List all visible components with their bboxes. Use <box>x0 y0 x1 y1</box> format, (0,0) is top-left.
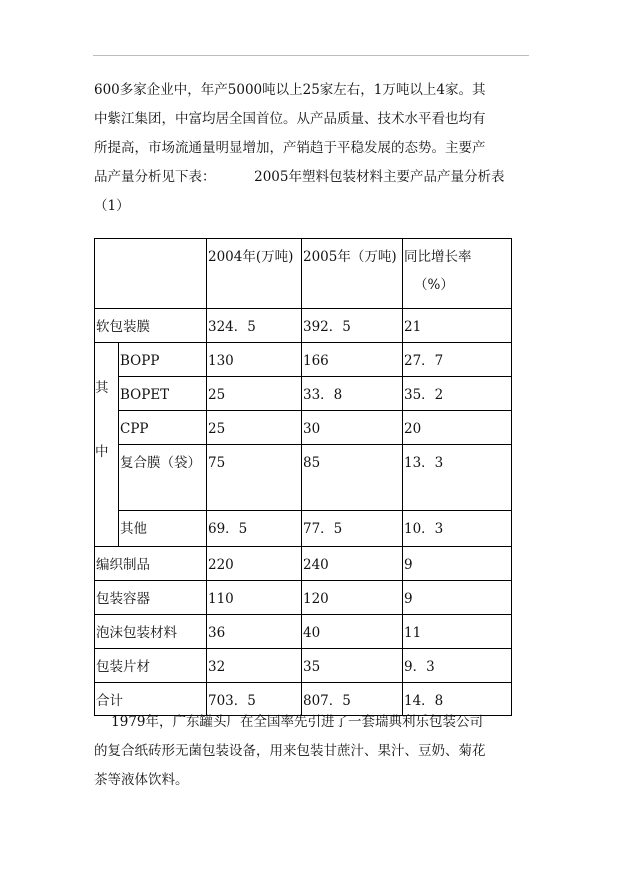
header-growth <box>403 239 512 309</box>
table-row <box>95 547 512 581</box>
header-growth-line2: （%） <box>414 277 454 293</box>
table-row <box>95 309 512 343</box>
row-2004: 324．5 <box>207 309 302 343</box>
row-growth: 20 <box>403 411 512 445</box>
row-name: 软包装膜 <box>95 309 207 343</box>
row-name: 复合膜（袋） <box>119 445 207 511</box>
row-2005: 120 <box>302 581 403 615</box>
row-2005: 85 <box>302 445 403 511</box>
row-growth: 10．3 <box>403 511 512 547</box>
row-2005: 35 <box>302 649 403 683</box>
row-name: BOPET <box>119 377 207 411</box>
row-name: CPP <box>119 411 207 445</box>
header-2005: 2005年（万吨) <box>302 239 403 309</box>
table-row <box>95 343 512 377</box>
header-blank-cell <box>95 239 207 309</box>
row-2004: 69．5 <box>207 511 302 547</box>
row-name: 编织制品 <box>95 547 207 581</box>
row-growth: 11 <box>403 615 512 649</box>
header-2004: 2004年(万吨) <box>207 239 302 309</box>
row-2005: 807．5 <box>302 683 403 716</box>
header-growth-line1: 同比增长率 <box>404 249 472 265</box>
table-header-row <box>95 239 512 309</box>
row-growth: 13．3 <box>403 445 512 511</box>
row-2005: 240 <box>302 547 403 581</box>
row-2005: 166 <box>302 343 403 377</box>
header-rule <box>93 55 529 56</box>
row-2004: 703．5 <box>207 683 302 716</box>
row-2004: 36 <box>207 615 302 649</box>
row-growth: 14．8 <box>403 683 512 716</box>
paragraph-line: 的复合纸砖形无菌包装设备，用来包装甘蔗汁、果汁、豆奶、菊花 <box>94 743 486 759</box>
row-2005: 33．8 <box>302 377 403 411</box>
group-label-top: 其 <box>95 380 109 396</box>
row-growth: 9．3 <box>403 649 512 683</box>
row-2005: 77．5 <box>302 511 403 547</box>
row-2005: 30 <box>302 411 403 445</box>
intro-paragraph <box>94 76 526 221</box>
row-2005: 392．5 <box>302 309 403 343</box>
table-row <box>95 511 512 547</box>
paragraph-line: 中紫江集团，中富均居全国首位。从产品质量、技术水平看也均有 <box>94 111 486 127</box>
group-label-cell <box>95 343 119 547</box>
group-label-bottom: 中 <box>95 444 109 460</box>
production-table <box>94 238 512 716</box>
row-name: 合计 <box>95 683 207 716</box>
row-name: 包装片材 <box>95 649 207 683</box>
row-2004: 220 <box>207 547 302 581</box>
row-2005: 40 <box>302 615 403 649</box>
row-2004: 75 <box>207 445 302 511</box>
paragraph-line: 所提高，市场流通量明显增加，产销趋于平稳发展的态势。主要产 <box>94 140 486 156</box>
row-2004: 110 <box>207 581 302 615</box>
table-row <box>95 445 512 511</box>
row-growth: 21 <box>403 309 512 343</box>
row-2004: 130 <box>207 343 302 377</box>
row-name: 其他 <box>119 511 207 547</box>
table-row <box>95 649 512 683</box>
table-row <box>95 581 512 615</box>
row-growth: 35．2 <box>403 377 512 411</box>
table-row <box>95 615 512 649</box>
table-row <box>95 377 512 411</box>
paragraph-line: 600多家企业中，年产5000吨以上25家左右，1万吨以上4家。其 <box>94 82 486 98</box>
row-2004: 25 <box>207 411 302 445</box>
row-name: 包装容器 <box>95 581 207 615</box>
row-2004: 32 <box>207 649 302 683</box>
table-row <box>95 411 512 445</box>
row-growth: 27．7 <box>403 343 512 377</box>
row-name: 泡沫包装材料 <box>95 615 207 649</box>
paragraph-line: 茶等液体饮料。 <box>94 772 189 788</box>
row-name: BOPP <box>119 343 207 377</box>
row-growth: 9 <box>403 581 512 615</box>
paragraph-line: （1） <box>94 198 130 214</box>
closing-paragraph <box>94 708 526 795</box>
paragraph-line: 品产量分析见下表： 2005年塑料包装材料主要产品产量分析表 <box>94 169 505 185</box>
paragraph-line: 1979年，广东罐头厂在全国率先引进了一套瑞典利乐包装公司 <box>94 714 484 730</box>
row-2004: 25 <box>207 377 302 411</box>
row-growth: 9 <box>403 547 512 581</box>
